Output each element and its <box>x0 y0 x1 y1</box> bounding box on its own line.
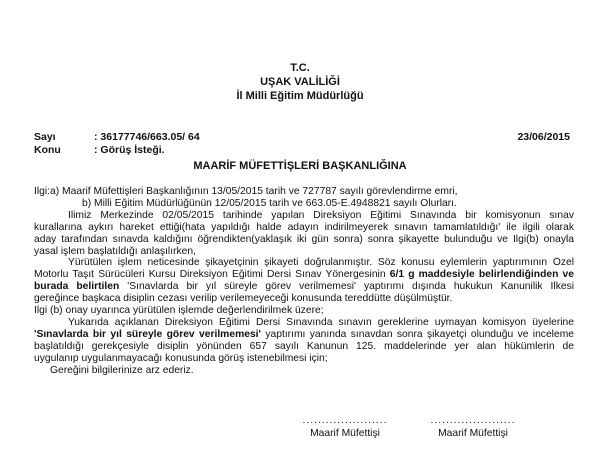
p2-line2 <box>34 269 574 281</box>
p4-line2 <box>34 329 574 341</box>
sayi-value: : 36177746/663.05/ 64 <box>94 131 200 143</box>
konu-label: Konu <box>34 144 61 156</box>
p2-line3 <box>34 281 574 293</box>
p3-line: İlgi (b) onay uyarınca yürütülen işlemde değerlendirilmek üzere; <box>34 305 324 317</box>
p4-line2-text: yaptırımı yanında sınavdan sonra şikayetçi olunduğu ve inceleme <box>261 328 574 340</box>
signature-dots-2: ...................... <box>430 415 516 426</box>
p2-line1: Yürütülen işlem neticesinde şikayetçinin şikayeti doğrulanmıştır. Söz konusu eylemlerin yaptırımının Özel <box>68 257 574 269</box>
document-date: 23/06/2015 <box>517 131 570 143</box>
p4-line1: Yukarıda açıklanan Direksiyon Eğitimi Dersi Sınavında sınavın gereklerine uymayan komisyon üyelerine <box>68 316 574 328</box>
konu-value: : Görüş İsteği. <box>94 144 165 156</box>
ilgi-a: İlgi:a) Maarif Müfettişleri Başkanlığının 13/05/2015 tarih ve 727787 sayılı görevlendirme emri, <box>34 186 458 197</box>
signature-dots-1: ...................... <box>302 415 388 426</box>
header-valilik: UŞAK VALİLİĞİ <box>260 76 340 88</box>
signature-title-1: Maarif Müfettişi <box>310 428 380 439</box>
p2-line2-bold: 6/1 g maddesiyle belirlendiğinden ve <box>389 269 574 281</box>
signature-title-2: Maarif Müfettişi <box>438 428 508 439</box>
p1-line3: aday tarafından sınavda kaldığını öğrendikten(yaklaşık iki gün sonra) sonra şikayette bulunduğu ve İlgi(b) onayla <box>34 233 574 245</box>
signature-block-2 <box>418 414 528 440</box>
recipient-title: MAARİF MÜFETTİŞLERİ BAŞKANLIĞINA <box>193 160 407 172</box>
p1-line1: İlimiz Merkezinde 02/05/2015 tarihinde yapılan Direksiyon Eğitimi Sınavında bir komisyonun sınav <box>68 209 574 221</box>
p2-line3-bold: burada belirtilen <box>34 281 120 293</box>
p1-line4: yasal işlem başlatıldığı anlaşılırken, <box>34 245 196 257</box>
p1-line2: kurallarına aykırı hareket ettiği(hata yapıldığı halde adayın indirilmeyerek sınavın tamamlatıldığı' ile ilgili olarak <box>34 221 574 233</box>
p2-line2-text: Motorlu Taşıt Sürücüleri Kursu Direksiyon Eğitimi Dersi Sınav Yönergesinin <box>34 269 390 281</box>
p4-line2-bold: 'Sınavlarda bir yıl süreyle görev verilmemesi' <box>34 328 261 340</box>
p4-line3: başlatıldığı gerekçesiyle disiplin yönünden 657 sayılı Kanunun 125. maddelerinde yer alan hükümlerin de <box>34 340 574 352</box>
document-body <box>34 186 574 377</box>
konu-row <box>34 144 165 156</box>
p4-line4: uygulanıp uygulanmayacağı konusunda görüş istenebilmesi için; <box>34 352 328 364</box>
signature-block-1 <box>290 414 400 440</box>
ilgi-b: b) Milli Eğitim Müdürlüğünün 12/05/2015 tarih ve 663.05-E.4948821 sayılı Olurları. <box>82 197 457 209</box>
sayi-row <box>34 131 200 143</box>
header-mudurluk: İl Milli Eğitim Müdürlüğü <box>236 90 364 102</box>
p2-line4: gereğince başkaca disiplin cezası verilip verilemeyeceği konusunda tereddütte düşülmüştür. <box>34 293 453 305</box>
header-tc: T.C. <box>290 62 310 74</box>
p5-line: Gereğini bilgilerinize arz ederiz. <box>50 364 194 376</box>
p2-line3-text: 'Sınavlarda bir yıl süreyle görev verilmemesi' yaptırımı dışında hukukun Kanunilik İlkesi <box>119 281 574 293</box>
sayi-label: Sayı <box>34 131 56 143</box>
